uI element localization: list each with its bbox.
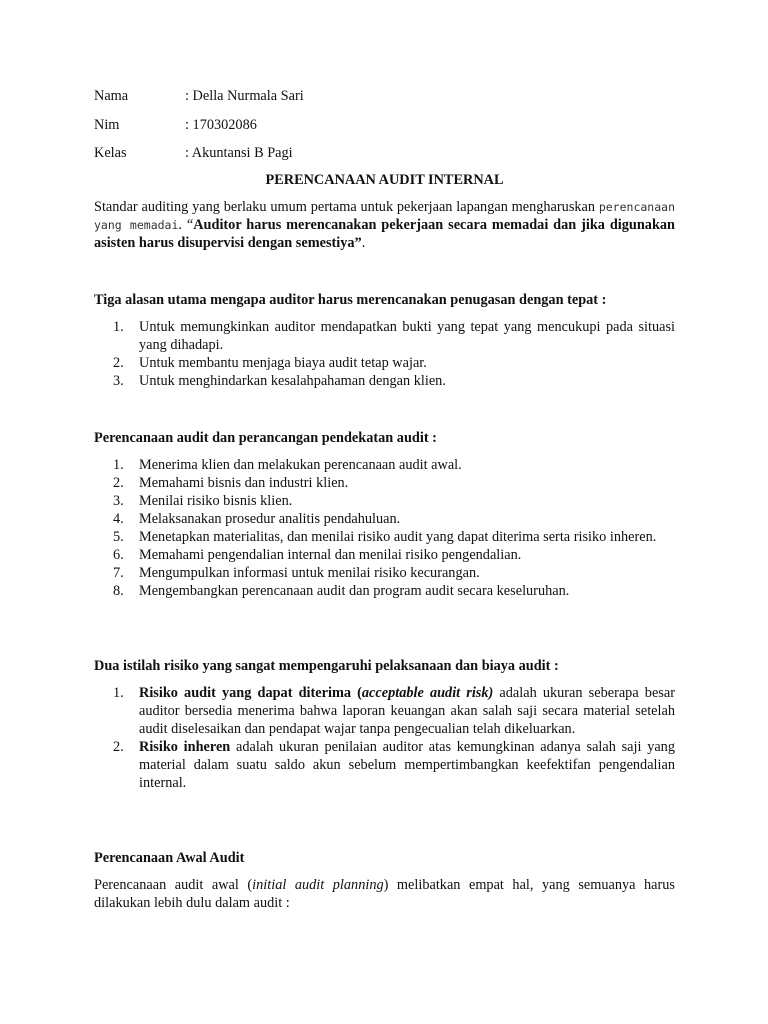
list-item [94,528,675,546]
list-text: Menetapkan materialitas, dan menilai risiko audit yang dapat diterima serta risiko inheren. [139,529,657,545]
list-text: Mengumpulkan informasi untuk menilai risiko kecurangan. [139,565,480,581]
nim-value: : 170302086 [185,117,257,133]
section2-heading: Perencanaan audit dan perancangan pendekatan audit : [94,430,437,446]
list-text: Melaksanakan prosedur analitis pendahuluan. [139,511,401,527]
list-number: 7. [113,565,124,581]
list-item [94,564,675,582]
document-title: PERENCANAAN AUDIT INTERNAL [265,172,504,188]
list-number: 3. [113,493,124,509]
list-text: Memahami pengendalian internal dan menilai risiko pengendalian. [139,547,522,563]
list-item [94,492,675,510]
list-item [94,474,675,492]
kelas-value: : Akuntansi B Pagi [185,145,293,161]
list-text: Menerima klien dan melakukan perencanaan audit awal. [139,457,462,473]
term-bold: Risiko audit yang dapat diterima ( [139,685,362,701]
intro-dot: . “ [178,217,194,233]
list-item [94,318,675,354]
list-number: 6. [113,547,124,563]
section3-heading: Dua istilah risiko yang sangat mempengaruhi pelaksanaan dan biaya audit : [94,658,559,674]
section1-list [94,318,675,390]
list-text: Memahami bisnis dan industri klien. [139,475,349,491]
list-item [94,510,675,528]
list-text: Untuk memungkinkan auditor mendapatkan bukti yang tepat yang mencukupi pada situasi yang dihadapi. [139,319,675,353]
list-text: Untuk membantu menjaga biaya audit tetap wajar. [139,355,427,371]
list-number: 2. [113,355,124,371]
list-number: 3. [113,373,124,389]
section4-heading: Perencanaan Awal Audit [94,850,245,866]
list-number: 2. [113,739,124,755]
list-item [94,546,675,564]
list-number: 2. [113,475,124,491]
list-number: 4. [113,511,124,527]
list-item [94,684,675,738]
list-item [94,738,675,792]
list-number: 5. [113,529,124,545]
term-definition: adalah ukuran penilaian auditor atas kemungkinan adanya salah saji yang material dalam suatu saldo akun sebelum mempertimbangkan keefektifan pengendalian internal. [139,739,675,791]
intro-bold-quote: Auditor harus merencanakan pekerjaan secara memadai dan jika digunakan asisten harus disupervisi dengan semestiya” [94,217,676,251]
intro-text: Standar auditing yang berlaku umum pertama untuk pekerjaan lapangan mengharuskan [94,199,596,215]
section4-italic: initial audit planning [252,877,384,893]
list-number: 8. [113,583,124,599]
intro-end: . [361,235,366,251]
intro-paragraph [94,198,675,252]
nama-label: Nama [94,88,129,104]
section2-list [94,456,675,600]
list-number: 1. [113,457,124,473]
list-text: Mengembangkan perencanaan audit dan program audit secara keseluruhan. [139,583,570,599]
section1-heading: Tiga alasan utama mengapa auditor harus merencanakan penugasan dengan tepat : [94,292,607,308]
section4-paragraph [94,876,675,912]
section4-text2: ) melibatkan empat hal, yang semuanya harus dilakukan lebih dulu dalam audit : [94,877,676,911]
term-bold-italic: acceptable audit risk) [361,685,494,701]
kelas-label: Kelas [94,145,127,161]
list-item [94,372,675,390]
nim-label: Nim [94,117,120,133]
section4-text1: Perencanaan audit awal ( [94,877,253,893]
list-number: 1. [113,685,124,701]
nama-value: : Della Nurmala Sari [185,88,304,104]
term-bold: Risiko inheren [139,739,231,755]
list-item [94,354,675,372]
intro-mono-text: perencanaan yang memadai [94,200,675,232]
section3-list [94,684,675,792]
list-text: Untuk menghindarkan kesalahpahaman dengan klien. [139,373,446,389]
list-item [94,456,675,474]
list-number: 1. [113,319,124,335]
term-definition: adalah ukuran seberapa besar auditor bersedia menerima bahwa laporan keuangan akan salah saji secara material setelah audit diselesaikan dan pendapat wajar tanpa pengecualian telah dikeluarkan. [139,685,675,737]
list-text: Menilai risiko bisnis klien. [139,493,293,509]
list-item [94,582,675,600]
